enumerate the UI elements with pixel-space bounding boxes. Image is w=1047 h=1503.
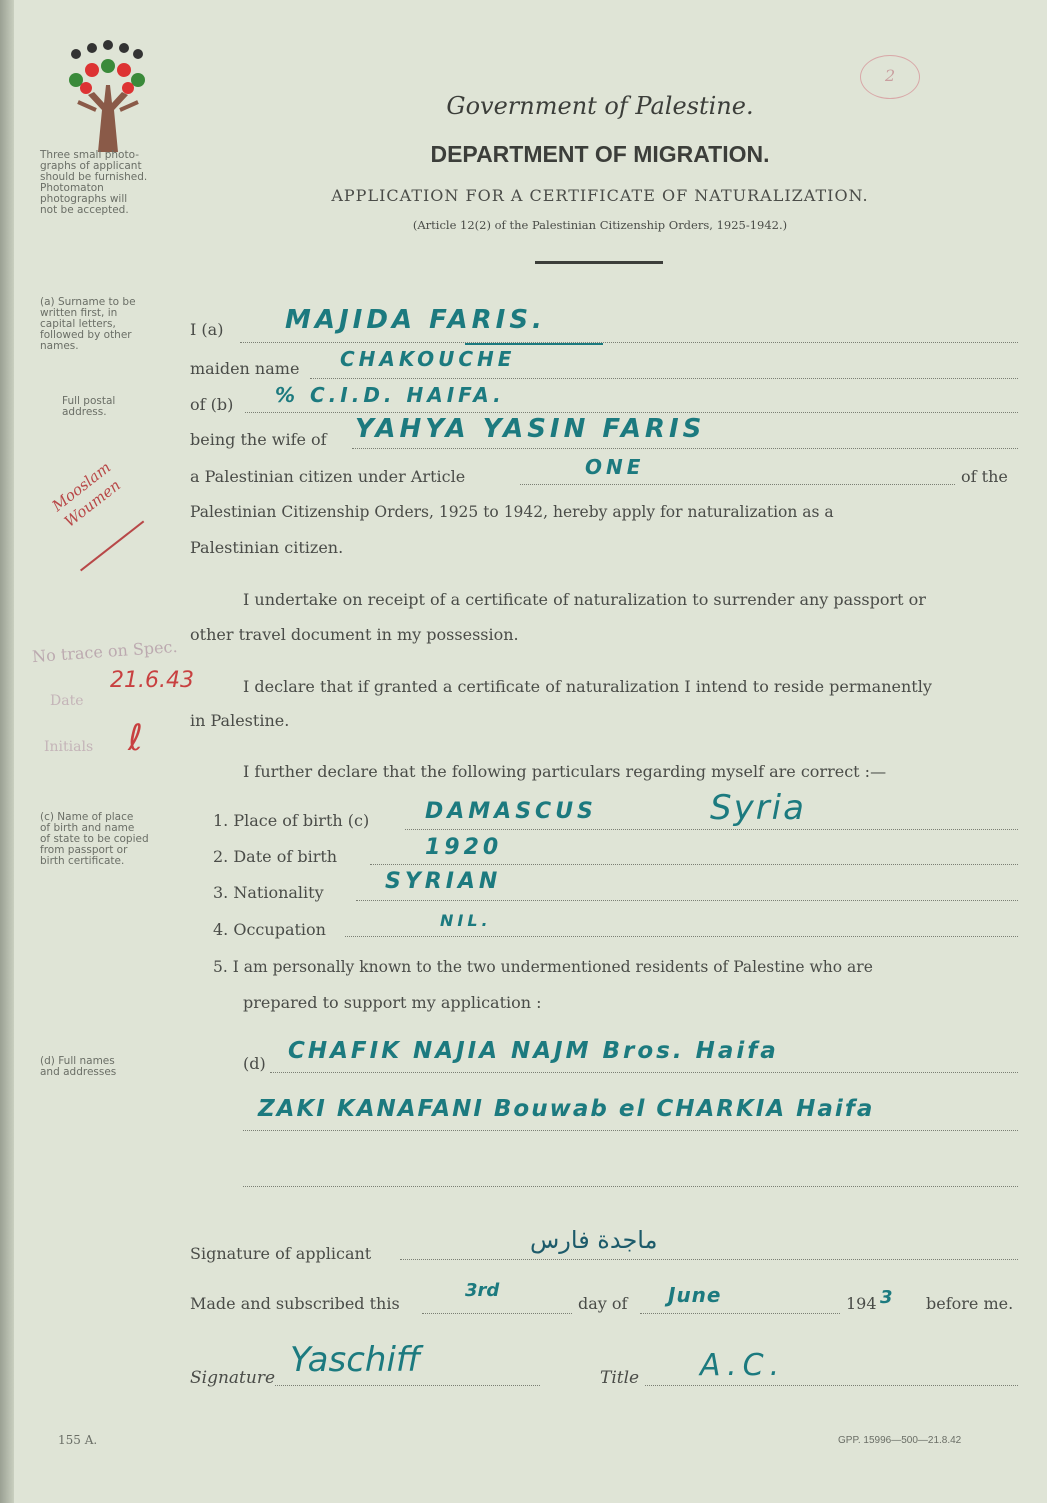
margin-signature-stroke xyxy=(80,521,144,571)
husband-name: YAHYA YASIN FARIS xyxy=(355,414,706,444)
paragraph-2-line-2: other travel document in my possession. xyxy=(190,625,519,644)
item-3-line xyxy=(356,900,1018,901)
page-number-circle xyxy=(860,55,920,99)
margin-note-surname: (a) Surname to be written first, in capital letters, followed by other names. xyxy=(40,296,136,352)
applicant-signature-line xyxy=(400,1259,1018,1260)
item-1-label: 1. Place of birth (c) xyxy=(213,811,370,830)
gov-title: Government of Palestine. xyxy=(446,92,754,120)
occupation: NIL. xyxy=(440,911,492,930)
year-digit: 3 xyxy=(880,1287,893,1308)
title-label: Title xyxy=(600,1368,640,1388)
stamp-initials: ℓ xyxy=(128,718,143,759)
paragraph-1-line-2: Palestinian Citizenship Orders, 1925 to 1942, hereby apply for naturalization as a xyxy=(190,503,834,521)
made-day: 3rd xyxy=(465,1280,500,1301)
officer-title: A.C. xyxy=(700,1348,786,1383)
item-3-label: 3. Nationality xyxy=(213,883,324,902)
reference-1: CHAFIK NAJIA NAJM Bros. Haifa xyxy=(288,1038,779,1064)
item-5-line-1: 5. I am personally known to the two undermentioned residents of Palestine who are xyxy=(213,958,873,976)
wife-label: being the wife of xyxy=(190,430,327,449)
stamp-initials-label: Initials xyxy=(44,739,94,755)
reference-2: ZAKI KANAFANI Bouwab el CHARKIA Haifa xyxy=(258,1096,875,1122)
maiden-name: CHAKOUCHE xyxy=(340,347,516,371)
paragraph-1-line-3: Palestinian citizen. xyxy=(190,538,344,557)
of-the-text: of the xyxy=(961,467,1008,486)
name-underline xyxy=(465,343,603,345)
item-2-label: 2. Date of birth xyxy=(213,847,338,866)
application-title: APPLICATION FOR A CERTIFICATE OF NATURALIZATION. xyxy=(331,186,869,205)
title-line xyxy=(645,1385,1018,1386)
applicant-signature-label: Signature of applicant xyxy=(190,1244,372,1263)
margin-signature: Mooslam Woumen xyxy=(48,458,124,531)
made-subscribed-label: Made and subscribed this xyxy=(190,1294,400,1313)
maiden-line xyxy=(310,378,1018,379)
signature-line xyxy=(275,1385,540,1386)
day-of-label: day of xyxy=(578,1294,628,1313)
i-label: I (a) xyxy=(190,320,224,339)
margin-note-birth: (c) Name of place of birth and name of state to be copied from passport or birth certificate. xyxy=(40,811,149,867)
paragraph-3-line-1: I declare that if granted a certificate of naturalization I intend to reside permanently xyxy=(243,677,932,696)
made-day-line xyxy=(422,1313,572,1314)
print-code: GPP. 15996—500—21.8.42 xyxy=(838,1435,962,1446)
item-5-line-2: prepared to support my application : xyxy=(243,993,542,1012)
tree-logo-icon xyxy=(58,40,154,152)
article-value: ONE xyxy=(585,455,645,479)
no-trace-stamp: No trace on Spec. xyxy=(31,636,179,667)
made-month-line xyxy=(640,1313,840,1314)
article-label: a Palestinian citizen under Article xyxy=(190,467,466,486)
header-divider xyxy=(535,261,663,264)
item-4-label: 4. Occupation xyxy=(213,920,326,939)
margin-note-photos: Three small photo- graphs of applicant should be furnished. Photomaton photographs will not be accepted. xyxy=(40,149,148,216)
department-title: DEPARTMENT OF MIGRATION. xyxy=(430,141,770,167)
page-number: 2 xyxy=(885,66,896,85)
item-2-line xyxy=(370,864,1018,865)
reference-line-2 xyxy=(243,1130,1018,1131)
year-prefix: 194 xyxy=(846,1294,877,1313)
before-me-label: before me. xyxy=(926,1294,1014,1313)
references-label: (d) xyxy=(243,1054,266,1073)
margin-note-names: (d) Full names and addresses xyxy=(40,1055,117,1078)
maiden-label: maiden name xyxy=(190,359,300,378)
reference-line-1 xyxy=(270,1072,1018,1073)
applicant-name: MAJIDA FARIS. xyxy=(285,305,546,335)
made-month: June xyxy=(668,1283,722,1307)
paragraph-2-line-1: I undertake on receipt of a certificate of naturalization to surrender any passport or xyxy=(243,590,926,609)
name-line xyxy=(240,342,1018,343)
margin-note-address: Full postal address. xyxy=(62,395,116,418)
reference-line-3 xyxy=(243,1186,1018,1187)
address-line xyxy=(245,412,1018,413)
husband-line xyxy=(352,448,1018,449)
postal-address: % C.I.D. HAIFA. xyxy=(275,383,505,407)
place-of-birth: DAMASCUS xyxy=(425,799,597,824)
nationality: SYRIAN xyxy=(385,869,502,894)
paragraph-3-line-2: in Palestine. xyxy=(190,711,290,730)
stamp-date-label: Date xyxy=(50,693,84,709)
applicant-signature: ماجدة فارس xyxy=(530,1226,658,1254)
article-line xyxy=(520,484,955,485)
date-of-birth: 1920 xyxy=(425,835,503,860)
stamp-date: 21.6.43 xyxy=(110,668,194,693)
article-reference: (Article 12(2) of the Palestinian Citizenship Orders, 1925-1942.) xyxy=(412,218,788,232)
signature-label: Signature xyxy=(190,1368,276,1388)
address-label: of (b) xyxy=(190,395,234,414)
officer-signature: Yaschiff xyxy=(290,1340,421,1380)
birth-state: Syria xyxy=(710,788,806,828)
item-4-line xyxy=(345,936,1018,937)
paragraph-4: I further declare that the following particulars regarding myself are correct :— xyxy=(243,762,887,781)
item-1-line xyxy=(405,829,1018,830)
form-number: 155 A. xyxy=(58,1433,98,1447)
